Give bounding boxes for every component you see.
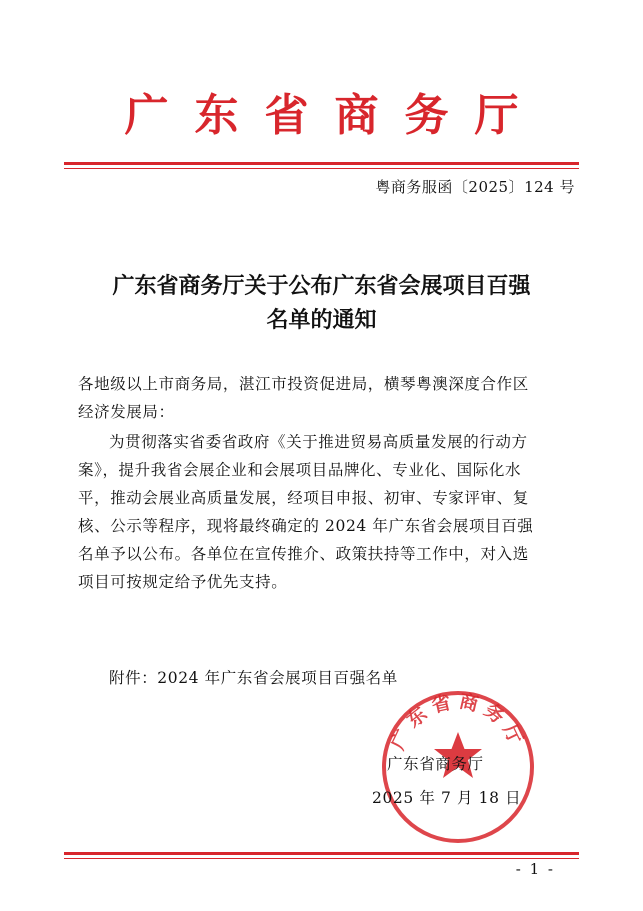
body-line: 案》，提升我省会展企业和会展项目品牌化、专业化、国际化水 [78, 461, 522, 479]
svg-text:广东省商务厅: 广东省商务厅 [386, 690, 530, 754]
document-title [70, 270, 573, 338]
document-title-line: 广东省商务厅关于公布广东省会展项目百强 [112, 274, 531, 299]
issue-date: 2025 年 7 月 18 日 [372, 789, 522, 807]
document-title-line: 名单的通知 [266, 308, 377, 333]
body-line: 名单予以公布。各单位在宣传推介、政策扶持等工作中，对入选 [78, 545, 529, 563]
body-line: 为贯彻落实省委省政府《关于推进贸易高质量发展的行动方 [109, 433, 528, 451]
footer-divider-thin [64, 858, 579, 859]
body-line: 项目可按规定给予优先支持。 [78, 573, 288, 591]
salutation-line: 各地级以上市商务局，湛江市投资促进局，横琴粤澳深度合作区 [78, 375, 529, 393]
salutation [78, 370, 568, 426]
header-divider-thin [64, 168, 579, 169]
issuer-header: 广东省商务厅 [124, 90, 545, 141]
page-number: - 1 - [515, 860, 555, 878]
header-divider [64, 162, 579, 165]
footer-divider [64, 852, 579, 855]
salutation-line: 经济发展局： [78, 403, 175, 421]
notice-body [78, 428, 568, 596]
document-number: 粤商务服函〔2025〕124 号 [375, 178, 575, 196]
body-line: 平，推动会展业高质量发展，经项目申报、初审、专家评审、复 [78, 489, 529, 507]
attachment-note: 附件：2024 年广东省会展项目百强名单 [109, 669, 398, 687]
body-line: 核、公示等程序，现将最终确定的 2024 年广东省会展项目百强 [78, 517, 534, 535]
signer: 广东省商务厅 [387, 755, 484, 773]
